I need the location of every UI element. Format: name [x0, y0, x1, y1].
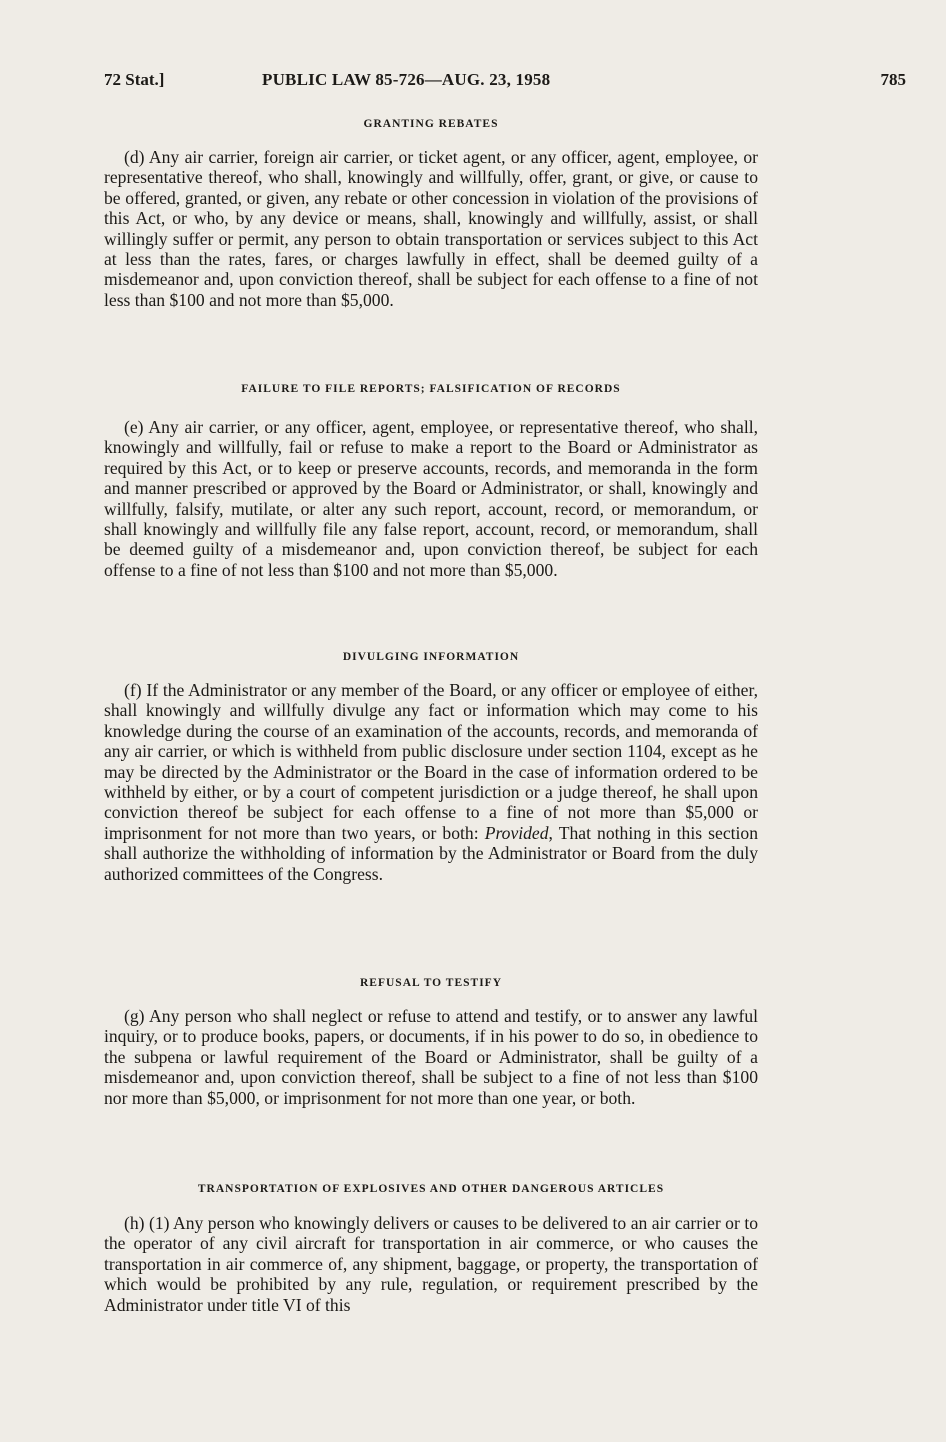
section-heading-divulging-information: DIVULGING INFORMATION: [342, 651, 520, 663]
page-number: 785: [880, 70, 906, 89]
proviso-term: Provided: [484, 822, 549, 843]
paragraph-e: (e) Any air carrier, or any officer, agent, employee, or representative thereof, who shall, knowingly and willfully, fail or refuse to make a report to the Board or Administrator as required by this Act, or to keep or preserve accounts, records, and memoranda in the form and manner prescribed or approved by the Board or Administrator, or shall, knowingly and willfully, falsify, mutilate, or alter any such report, account, record, or memorandum, or shall knowingly and willfully file any false report, account, record, or memorandum, shall be deemed guilty of a misdemeanor and, upon conviction thereof, be subject for each offense to a fine of not less than $100 and not more than $5,000.: [104, 417, 758, 580]
running-head: [104, 70, 906, 94]
paragraph-g: (g) Any person who shall neglect or refuse to attend and testify, or to answer any lawful inquiry, or to produce books, papers, or documents, if in his power to do so, in obedience to the subpena or lawful requirement of the Board or Administrator, shall be guilty of a misdemeanor and, upon conviction thereof, shall be subject to a fine of not less than $100 nor more than $5,000, or imprisonment for not more than one year, or both.: [104, 1006, 758, 1108]
section-heading-explosives: TRANSPORTATION OF EXPLOSIVES AND OTHER DANGEROUS ARTICLES: [197, 1183, 665, 1195]
section-heading-granting-rebates: GRANTING REBATES: [363, 118, 499, 130]
public-law-title: PUBLIC LAW 85-726—AUG. 23, 1958: [262, 70, 551, 89]
paragraph-f: [104, 680, 758, 884]
paragraph-d: (d) Any air carrier, foreign air carrier, or ticket agent, or any officer, agent, employee, or representative thereof, who shall, knowingly and willfully, offer, grant, or give, or cause to be offered, granted, or given, any rebate or other concession in violation of the provisions of this Act, or who, by any device or means, shall, knowingly and willfully, assist, or shall willingly suffer or permit, any person to obtain transportation or services subject to this Act at less than the rates, fares, or charges lawfully in effect, shall be deemed guilty of a misdemeanor and, upon conviction thereof, shall be subject for each offense to a fine of not less than $100 and not more than $5,000.: [104, 147, 758, 310]
section-heading-refusal-to-testify: REFUSAL TO TESTIFY: [360, 977, 502, 989]
paragraph-f-proviso-text: , That nothing in this section shall authorize the withholding of information by the Administrator or Board from the duly authorized committees of the Congress.: [104, 822, 759, 884]
paragraph-h: (h) (1) Any person who knowingly delivers or causes to be delivered to an air carrier or to the operator of any civil aircraft for transportation in air commerce, or who causes the transportation in air commerce of, any shipment, baggage, or property, the transportation of which would be prohibited by any rule, regulation, or requirement prescribed by the Administrator under title VI of this: [104, 1213, 758, 1315]
paragraph-f-main: (f) If the Administrator or any member of the Board, or any officer or employee of either, shall knowingly and willfully divulge any fact or information which may come to his knowledge during the course of an examination of the accounts, records, and memoranda of any air carrier, or which is withheld from public disclosure under section 1104, except as he may be directed by the Administrator or the Board in the case of information ordered to be withheld by either, or by a court of competent jurisdiction or a judge thereof, he shall upon conviction thereof be subject for each offense to a fine of not more than $5,000 or imprisonment for not more than two years, or both:: [104, 680, 758, 843]
statute-volume: 72 Stat.]: [104, 70, 165, 89]
section-heading-failure-to-file: FAILURE TO FILE REPORTS; FALSIFICATION OF RECORDS: [241, 383, 621, 395]
